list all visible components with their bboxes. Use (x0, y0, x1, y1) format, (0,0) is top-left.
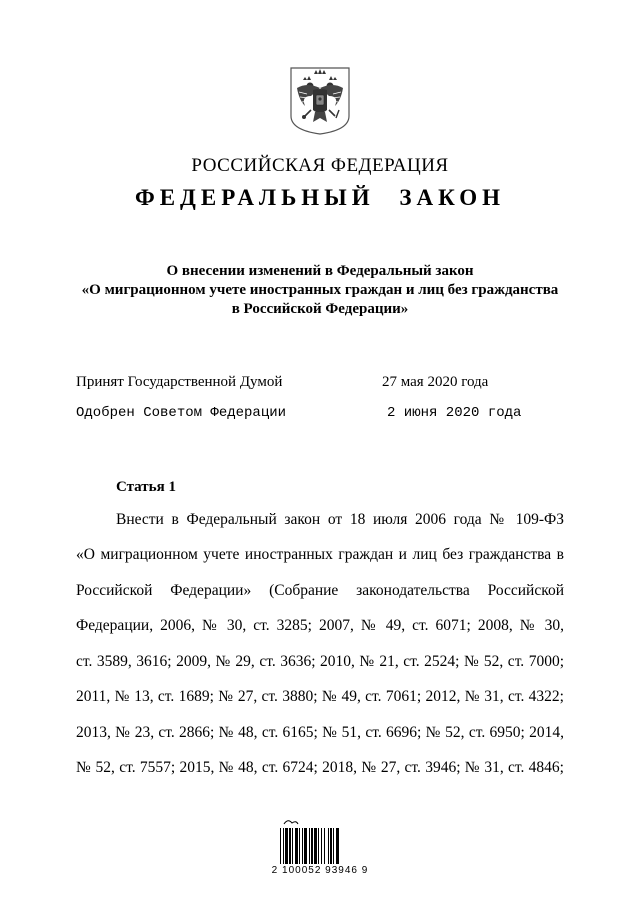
adopted-by-duma-date: 27 мая 2020 года (382, 374, 489, 390)
article-text-line: Российской Федерации» (Собрание законодательства Российской (76, 582, 564, 599)
law-title (60, 262, 580, 319)
article-text-line: 2013, № 23, ст. 2866; № 48, ст. 6165; № 51, ст. 6696; № 52, ст. 6950; 2014, (76, 724, 564, 741)
approved-by-council-date: 2 июня 2020 года (387, 405, 522, 421)
article-text-line: 2011, № 13, ст. 1689; № 27, ст. 3880; № 49, ст. 7061; 2012, № 31, ст. 4322; (76, 688, 564, 705)
document-type: ФЕДЕРАЛЬНЫЙ ЗАКОН (134, 185, 506, 210)
barcode-number: 2 100052 93946 9 (271, 865, 369, 876)
article-heading: Статья 1 (116, 479, 176, 495)
law-title-line: в Российской Федерации» (231, 301, 409, 317)
adopted-by-duma-label: Принят Государственной Думой (76, 374, 283, 390)
article-text-line: Федерации, 2006, № 30, ст. 3285; 2007, № 49, ст. 6071; 2008, № 30, (76, 617, 564, 634)
article-text-line: Внести в Федеральный закон от 18 июля 2006 года № 109-ФЗ (116, 511, 564, 528)
article-text-line: ст. 3589, 3616; 2009, № 29, ст. 3636; 2010, № 21, ст. 2524; № 52, ст. 7000; (76, 653, 564, 670)
barcode-icon (278, 818, 360, 868)
country-name: РОССИЙСКАЯ ФЕДЕРАЦИЯ (191, 155, 449, 176)
article-text-line: «О миграционном учете иностранных граждан и лиц без гражданства в (76, 546, 564, 563)
article-text-line: № 52, ст. 7557; 2015, № 48, ст. 6724; 2018, № 27, ст. 3946; № 31, ст. 4846; (76, 759, 564, 776)
russian-coat-of-arms-icon (289, 66, 351, 136)
approved-by-council-label: Одобрен Советом Федерации (76, 405, 287, 421)
law-title-line: «О миграционном учете иностранных граждан и лиц без гражданства (81, 282, 559, 298)
law-title-line: О внесении изменений в Федеральный закон (166, 263, 474, 279)
